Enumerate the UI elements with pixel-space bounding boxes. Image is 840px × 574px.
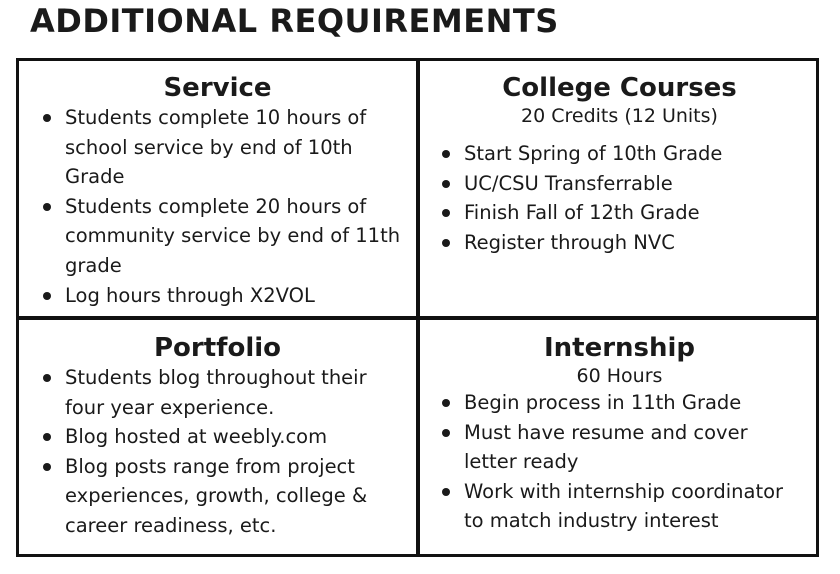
bullet-icon [442,399,450,407]
list-item-text: UC/CSU Transferrable [464,171,673,195]
list-item-text: Grade [65,165,125,189]
list-item-text: Finish Fall of 12th Grade [464,201,700,225]
list-item-text: Students complete 10 hours of [65,106,367,129]
horizontal-divider [19,316,816,320]
list-item [37,422,416,452]
bullet-icon [43,292,51,300]
portfolio-section [19,333,416,541]
list-item [37,363,416,422]
bullet-icon [43,374,51,382]
list-item-text: letter ready [464,450,579,474]
list-item [37,192,416,281]
bullet-icon [43,433,51,441]
internship-section [420,333,819,536]
list-item [37,103,416,192]
bullet-icon [442,209,450,217]
list-item-text: school service by end of 10th [65,135,353,159]
list-item [436,198,819,228]
list-item [436,139,819,169]
list-item [436,388,819,418]
list-item-text: experiences, growth, college & [65,484,368,508]
list-item [436,169,819,199]
requirements-grid [16,58,819,557]
bullet-icon [442,239,450,247]
service-heading: Service [163,73,272,103]
list-item-text: Students blog throughout their [65,366,367,389]
internship-list [436,388,819,536]
bullet-icon [43,203,51,211]
service-section [19,73,416,310]
list-item [436,228,819,258]
bullet-icon [442,180,450,188]
portfolio-heading: Portfolio [153,333,282,363]
list-item [37,281,416,311]
bullet-icon [442,488,450,496]
internship-heading: Internship [543,333,696,363]
bullet-icon [43,463,51,471]
list-item-text: career readiness, etc. [65,513,277,537]
bullet-icon [43,114,51,122]
page-title: ADDITIONAL REQUIREMENTS [30,2,559,40]
college-courses-credits: 20 Credits (12 Units) [521,105,718,127]
list-item-text: Blog hosted at weebly.com [65,425,328,449]
portfolio-list [37,363,416,541]
college-courses-heading: College Courses [502,73,737,103]
list-item [436,477,819,536]
college-courses-section [420,73,819,257]
bullet-icon [442,429,450,437]
list-item-text: Start Spring of 10th Grade [464,142,723,165]
service-list [37,103,416,310]
list-item-text: Begin process in 11th Grade [464,391,742,414]
list-item-text: Must have resume and cover [464,420,748,444]
list-item-text: four year experience. [65,395,275,419]
list-item [436,418,819,477]
list-item-text: Blog posts range from project [65,454,355,478]
list-item-text: Students complete 20 hours of [65,194,367,218]
list-item-text: Log hours through X2VOL [65,283,315,307]
list-item-text: community service by end of 11th [65,224,401,248]
college-courses-list [436,139,819,257]
list-item [37,452,416,541]
list-item-text: Work with internship coordinator [464,479,784,503]
list-item-text: Register through NVC [464,230,675,254]
bullet-icon [442,150,450,158]
list-item-text: grade [65,253,122,277]
list-item-text: to match industry interest [464,509,719,533]
internship-hours: 60 Hours [576,365,663,387]
